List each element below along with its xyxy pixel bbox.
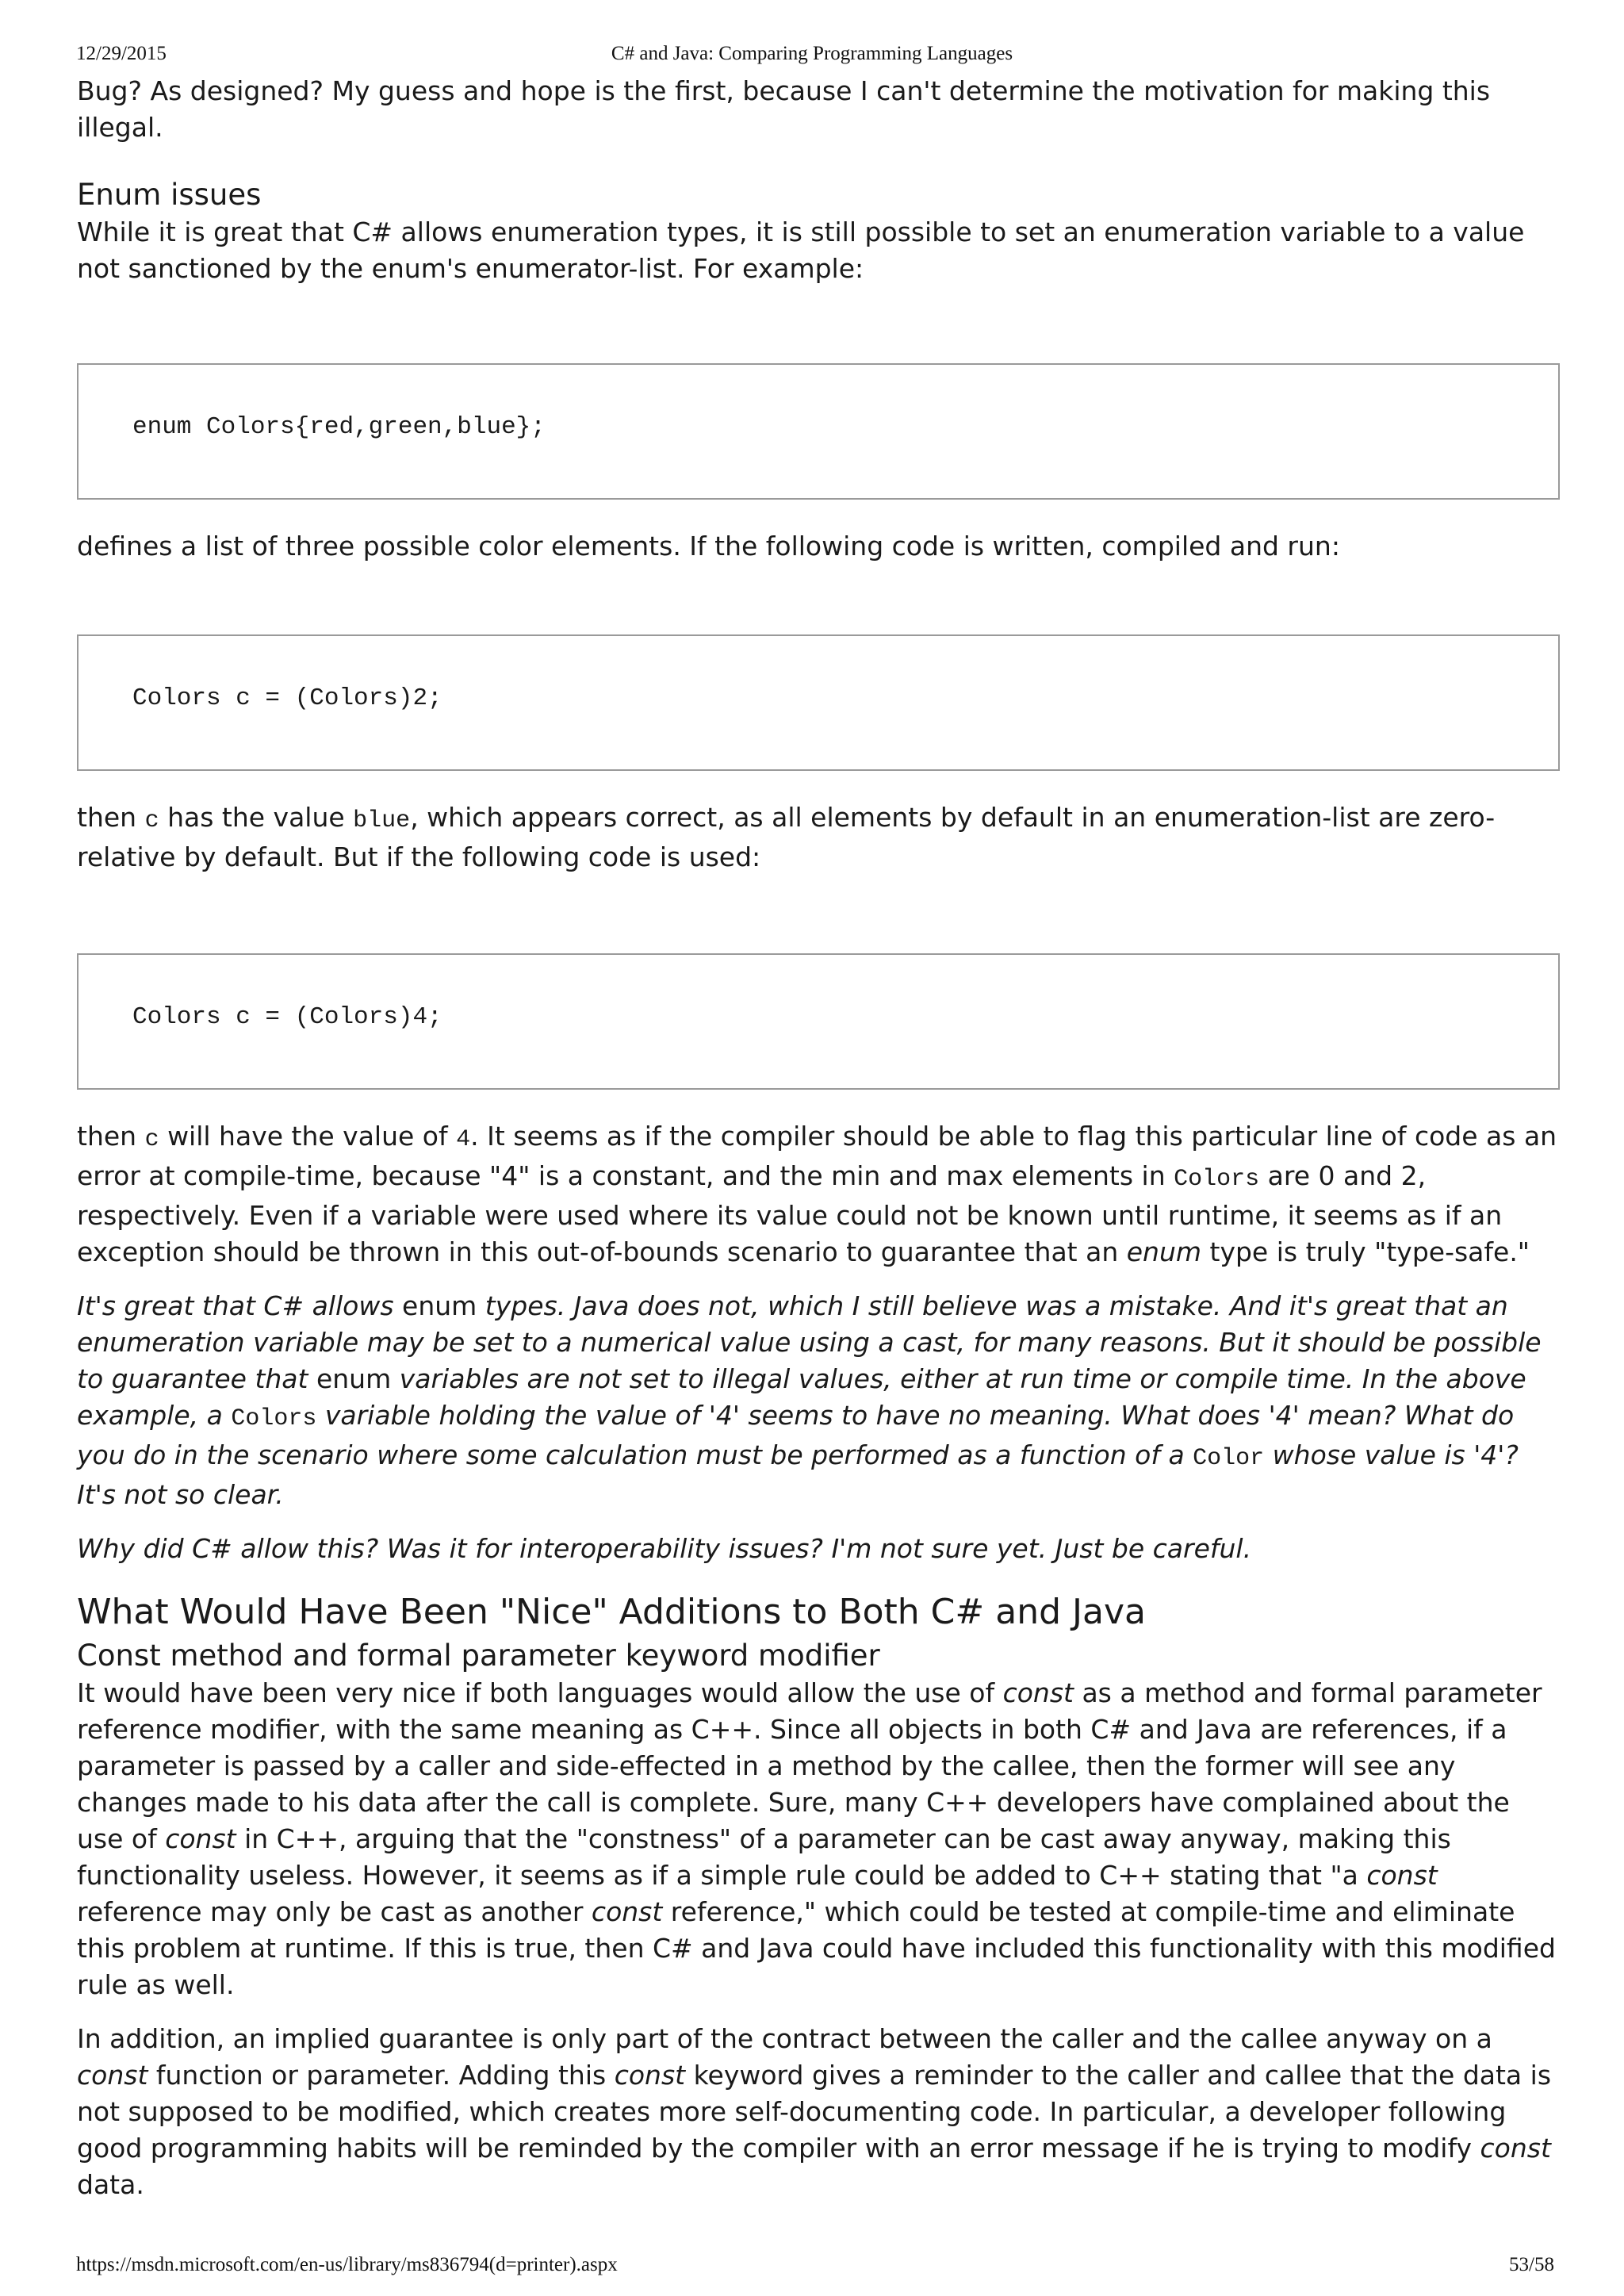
print-url: https://msdn.microsoft.com/en-us/library/ms836794(d=printer).aspx <box>76 2254 618 2275</box>
enum-paragraph-1: While it is great that C# allows enumeration types, it is still possible to set an enumeration variable to a value not sanctioned by the enum's enumerator-list. For example: <box>77 217 1525 284</box>
enum-paragraph-3: then c has the value blue, which appears correct, as all elements by default in an enumeration-list are zero-relative by default. But if the following code is used: <box>77 802 1496 872</box>
inline-code: Color <box>1193 1445 1265 1472</box>
intro-paragraph: Bug? As designed? My guess and hope is the first, because I can't determine the motivation for making this illegal. <box>77 75 1491 143</box>
code-block-cast-4 <box>77 953 1560 1090</box>
enum-closing-note: Why did C# allow this? Was it for interoperability issues? I'm not sure yet. Just be careful. <box>77 1533 1252 1564</box>
const-paragraph-2: In addition, an implied guarantee is only part of the contract between the caller and the callee anyway on a const function or parameter. Adding this const keyword gives a reminder to the caller and callee that the data is not supposed to be modified, which creates more self-documenting code. In particular, a developer following good programming habits will be reminded by the compiler with an error message if he is trying to modify const data. <box>77 2023 1552 2200</box>
inline-code: c <box>144 1126 159 1153</box>
code-block-enum-def <box>77 363 1560 500</box>
enum-paragraph-4: then c will have the value of 4. It seems as if the compiler should be able to flag this particular line of code as an error at compile-time, because "4" is a constant, and the min and max elements in Colors are 0 and 2, respectively. Even if a variable were used where its value could not be known until runtime, it seems as if an exception should be thrown in this out-of-bounds scenario to guarantee that an enum type is truly "type-safe." <box>77 1121 1557 1267</box>
code-line: enum Colors{red,green,blue}; <box>132 413 546 441</box>
const-modifier-subheading: Const method and formal parameter keyword modifier <box>77 1639 880 1673</box>
const-paragraph-1: It would have been very nice if both languages would allow the use of const as a method and formal parameter reference modifier, with the same meaning as C++. Since all objects in both C# and Java are references, if a parameter is passed by a caller and side-effected in a method by the callee, then the former will see any changes made to his data after the call is complete. Sure, many C++ developers have complained about the use of const in C++, arguing that the "constness" of a parameter can be cast away anyway, making this functionality useless. However, it seems as if a simple rule could be added to C++ stating that "a const reference may only be cast as another const reference," which could be tested at compile-time and eliminate this problem at runtime. If this is true, then C# and Java could have included this functionality with this modified rule as well. <box>77 1677 1556 2000</box>
enum-issues-heading: Enum issues <box>77 178 262 212</box>
inline-code: c <box>144 807 159 834</box>
code-line: Colors c = (Colors)4; <box>132 1003 442 1031</box>
print-date: 12/29/2015 <box>76 43 167 64</box>
code-line: Colors c = (Colors)2; <box>132 684 442 712</box>
enum-paragraph-2: defines a list of three possible color elements. If the following code is written, compiled and run: <box>77 531 1340 562</box>
nice-additions-heading: What Would Have Been "Nice" Additions to Both C# and Java <box>77 1592 1146 1632</box>
enum-commentary: It's great that C# allows enum types. Java does not, which I still believe was a mistake. And it's great that an enumeration variable may be set to a numerical value using a cast, for many reasons. But it should be possible to guarantee that enum variables are not set to illegal values, either at run time or compile time. In the above example, a Colors variable holding the value of '4' seems to have no meaning. What does '4' mean? What do you do in the scenario where some calculation must be performed as a function of a Color whose value is '4'? It's not so clear. <box>77 1290 1542 1510</box>
code-block-cast-2 <box>77 634 1560 771</box>
article-body <box>77 73 1560 2203</box>
inline-code: 4 <box>456 1126 471 1153</box>
inline-code: blue <box>353 807 411 834</box>
inline-code: Colors <box>1174 1166 1260 1193</box>
page-number: 53/58 <box>1509 2254 1554 2275</box>
inline-code: Colors <box>231 1405 317 1432</box>
print-title: C# and Java: Comparing Programming Languages <box>611 43 1013 64</box>
